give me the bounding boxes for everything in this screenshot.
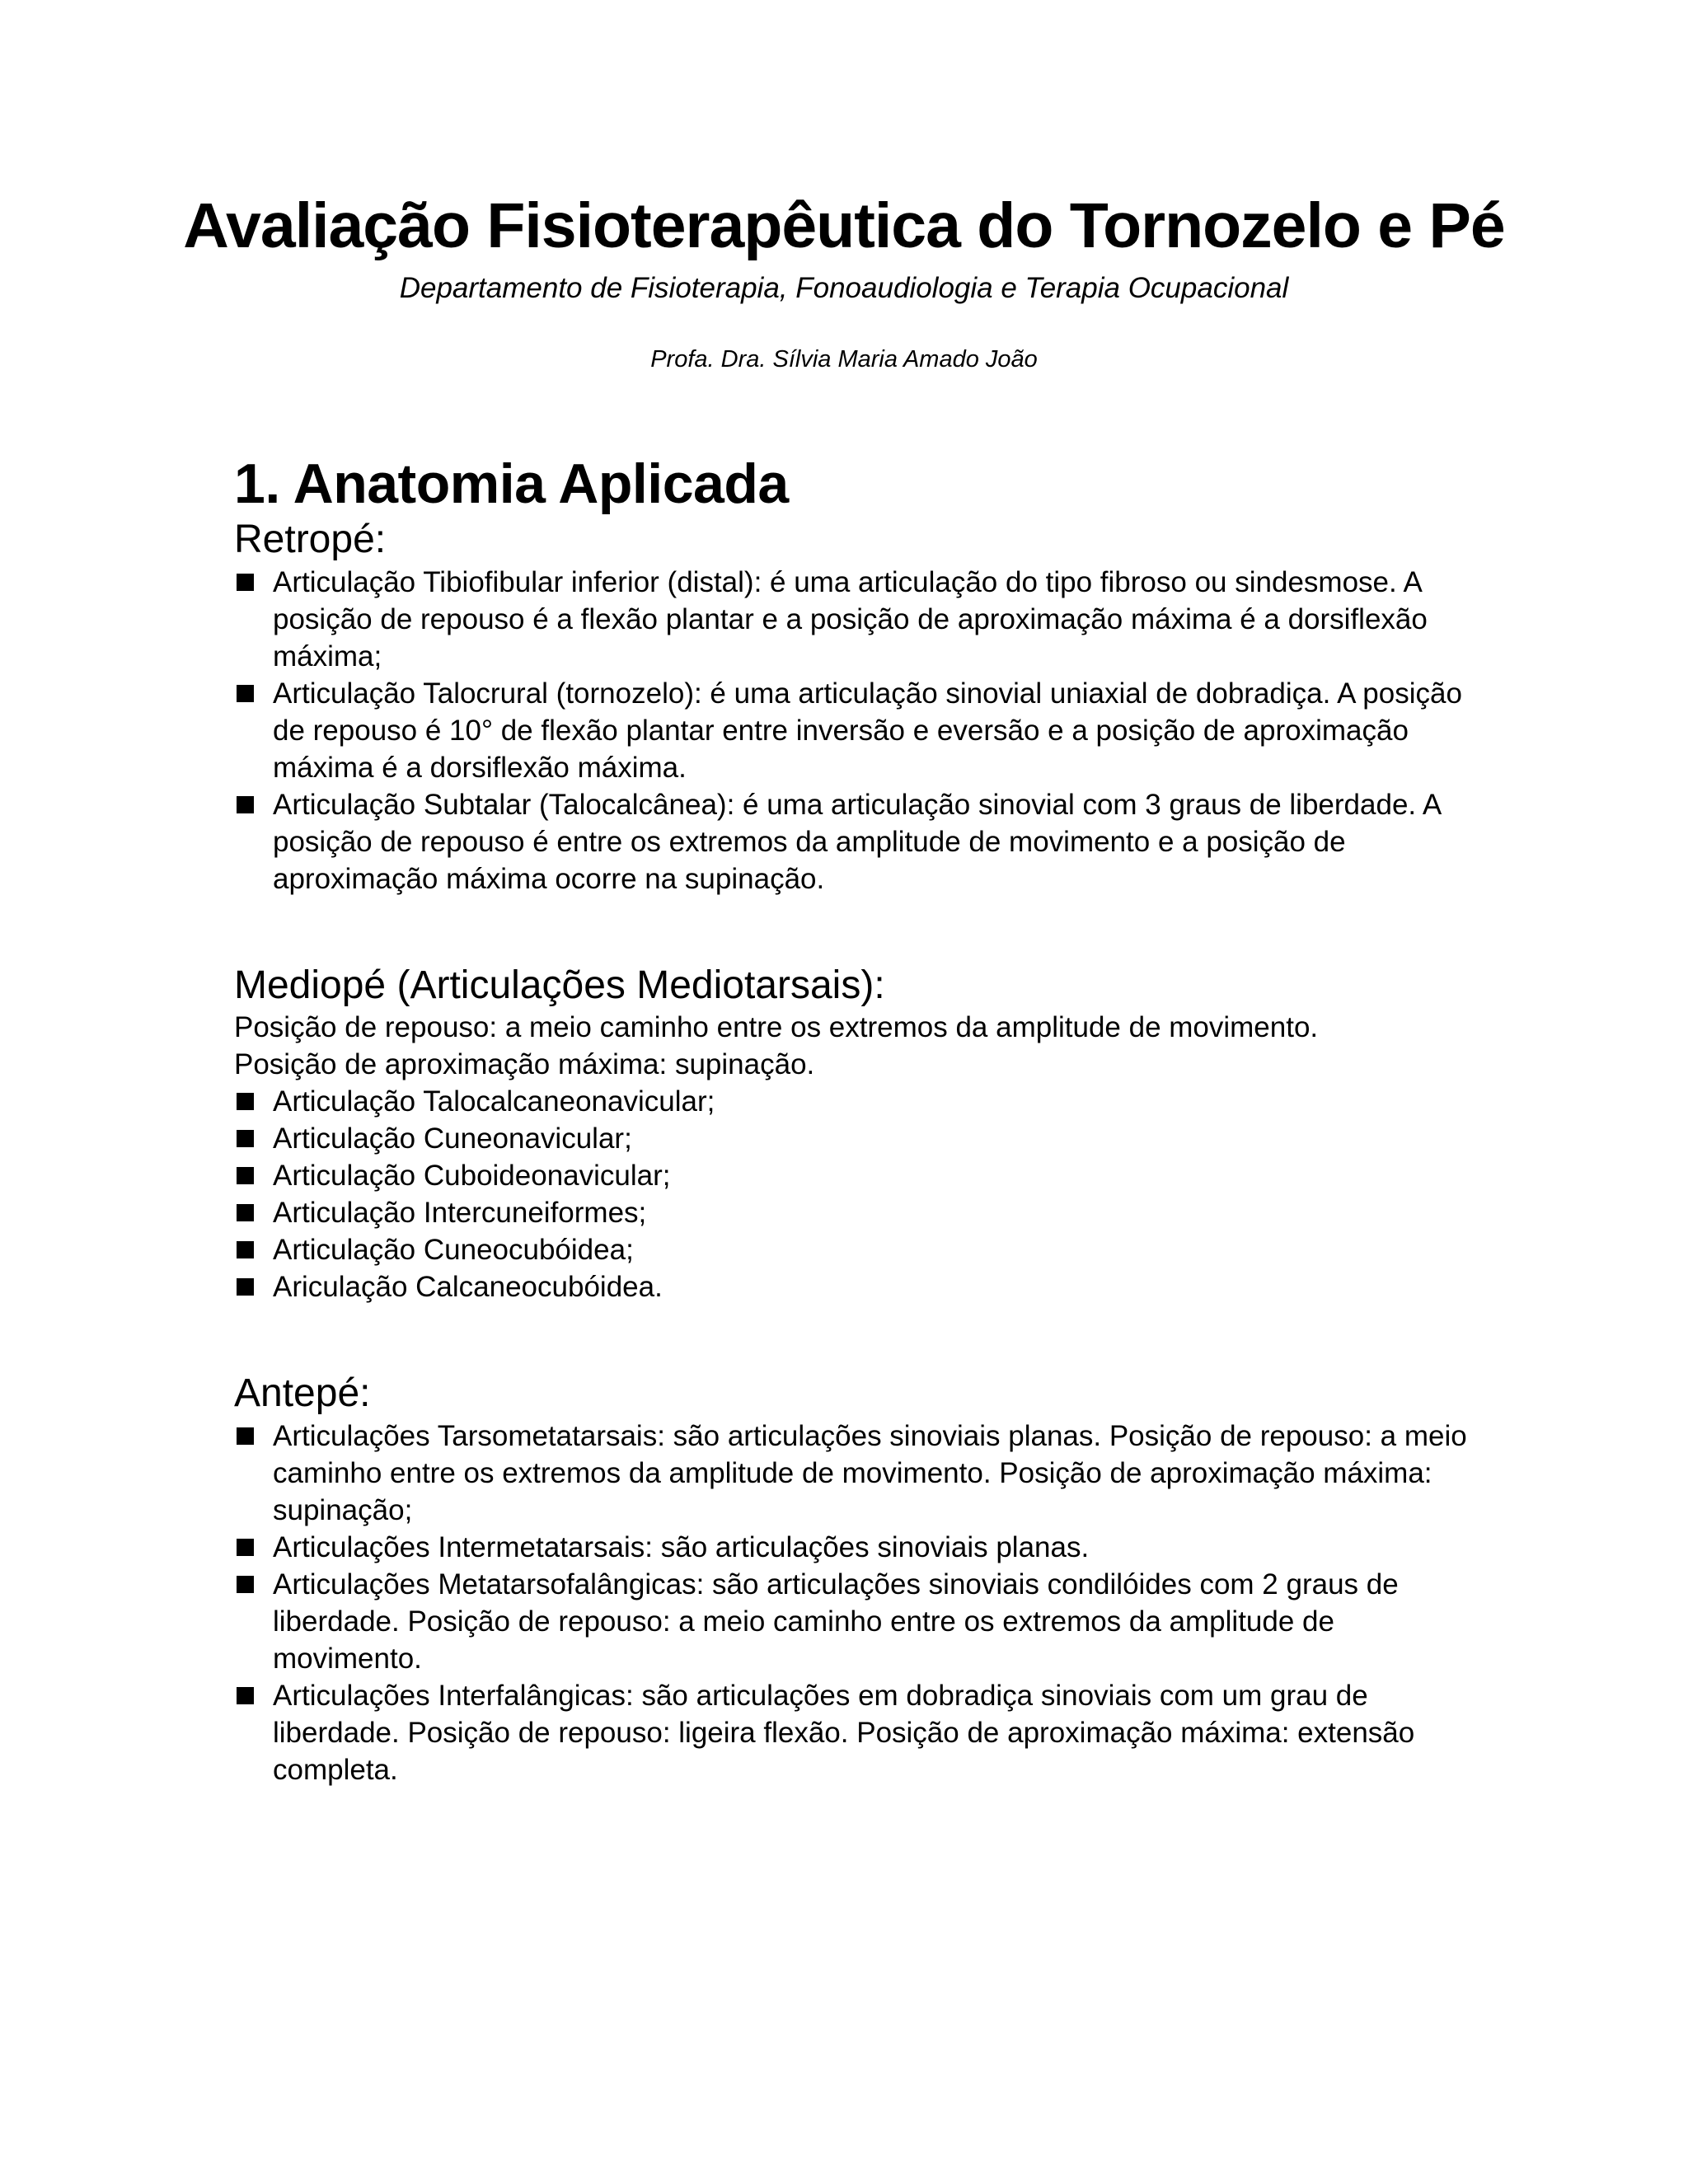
document-title: Avaliação Fisioterapêutica do Tornozelo e Pé xyxy=(183,190,1505,261)
list-item xyxy=(234,1120,1470,1157)
antepe-list xyxy=(234,1418,1470,1788)
list-item-text: Articulação Subtalar (Talocalcânea): é uma articulação sinovial com 3 graus de liberdade. A posição de repouso é entre os extremos da amplitude de movimento e a posição de aproximação máxima ocorre na supinação. xyxy=(273,788,1441,895)
square-bullet-icon xyxy=(237,1093,254,1110)
square-bullet-icon xyxy=(237,796,254,813)
list-item xyxy=(234,1194,1470,1231)
list-item xyxy=(234,786,1470,898)
retrope-list xyxy=(234,564,1470,898)
square-bullet-icon xyxy=(237,685,254,702)
square-bullet-icon xyxy=(237,1278,254,1296)
square-bullet-icon xyxy=(237,1427,254,1445)
list-item-text: Articulação Cuboideonavicular; xyxy=(273,1160,671,1193)
list-item-text: Ariculação Calcaneocubóidea. xyxy=(273,1271,663,1304)
list-item xyxy=(234,564,1470,675)
author-name: Profa. Dra. Sílvia Maria Amado João xyxy=(650,346,1038,373)
list-item xyxy=(234,1418,1470,1529)
list-item-text: Articulações Metatarsofalângicas: são articulações sinoviais condilóides com 2 graus de liberdade. Posição de repouso: a meio caminho entre os extremos da amplitude de movimento. xyxy=(273,1568,1399,1675)
list-item-text: Articulação Cuneocubóidea; xyxy=(273,1234,634,1267)
list-item-text: Articulação Talocrural (tornozelo): é uma articulação sinovial uniaxial de dobradiça. A posição de repouso é 10° de flexão plantar entre inversão e eversão e a posição de aproximação máxima é a dorsiflexão máxima. xyxy=(273,677,1462,784)
mediope-heading: Mediopé (Articulações Mediotarsais): xyxy=(234,963,885,1007)
antepe-heading: Antepé: xyxy=(234,1371,371,1416)
square-bullet-icon xyxy=(237,1204,254,1221)
list-item-text: Articulações Interfalângicas: são articulações em dobradiça sinoviais com um grau de liberdade. Posição de repouso: ligeira flexão. Posição de aproximação máxima: extensão completa. xyxy=(273,1679,1415,1786)
list-item xyxy=(234,1529,1470,1566)
square-bullet-icon xyxy=(237,1167,254,1184)
section-heading: 1. Anatomia Aplicada xyxy=(234,452,789,515)
list-item-text: Articulação Tibiofibular inferior (distal): é uma articulação do tipo fibroso ou sindesmose. A posição de repouso é a flexão plantar e a posição de aproximação máxima é a dorsiflexão máxima; xyxy=(273,565,1428,673)
list-item xyxy=(234,1566,1470,1677)
square-bullet-icon xyxy=(237,1130,254,1147)
retrope-heading: Retropé: xyxy=(234,518,387,562)
list-item xyxy=(234,1083,1470,1120)
list-item-text: Articulação Cuneonavicular; xyxy=(273,1122,632,1155)
list-item-text: Articulações Tarsometatarsais: são articulações sinoviais planas. Posição de repouso: a meio caminho entre os extremos da amplitude de movimento. Posição de aproximação máxima: supinação; xyxy=(273,1419,1467,1526)
department-subtitle: Departamento de Fisioterapia, Fonoaudiologia e Terapia Ocupacional xyxy=(399,272,1289,304)
list-item-text: Articulação Intercuneiformes; xyxy=(273,1197,647,1230)
mediope-max-position: Posição de aproximação máxima: supinação. xyxy=(234,1048,815,1081)
square-bullet-icon xyxy=(237,1241,254,1258)
square-bullet-icon xyxy=(237,1539,254,1556)
square-bullet-icon xyxy=(237,574,254,591)
mediope-list xyxy=(234,1083,1470,1305)
list-item xyxy=(234,1677,1470,1788)
mediope-rest-position: Posição de repouso: a meio caminho entre os extremos da amplitude de movimento. xyxy=(234,1011,1319,1044)
spacer xyxy=(234,898,1470,962)
spacer xyxy=(234,1305,1470,1370)
list-item-text: Articulação Talocalcaneonavicular; xyxy=(273,1085,715,1118)
document-content xyxy=(234,452,1470,1788)
list-item xyxy=(234,675,1470,786)
list-item xyxy=(234,1268,1470,1305)
square-bullet-icon xyxy=(237,1687,254,1704)
list-item xyxy=(234,1157,1470,1194)
square-bullet-icon xyxy=(237,1576,254,1593)
list-item-text: Articulações Intermetatarsais: são articulações sinoviais planas. xyxy=(273,1530,1090,1563)
list-item xyxy=(234,1231,1470,1268)
